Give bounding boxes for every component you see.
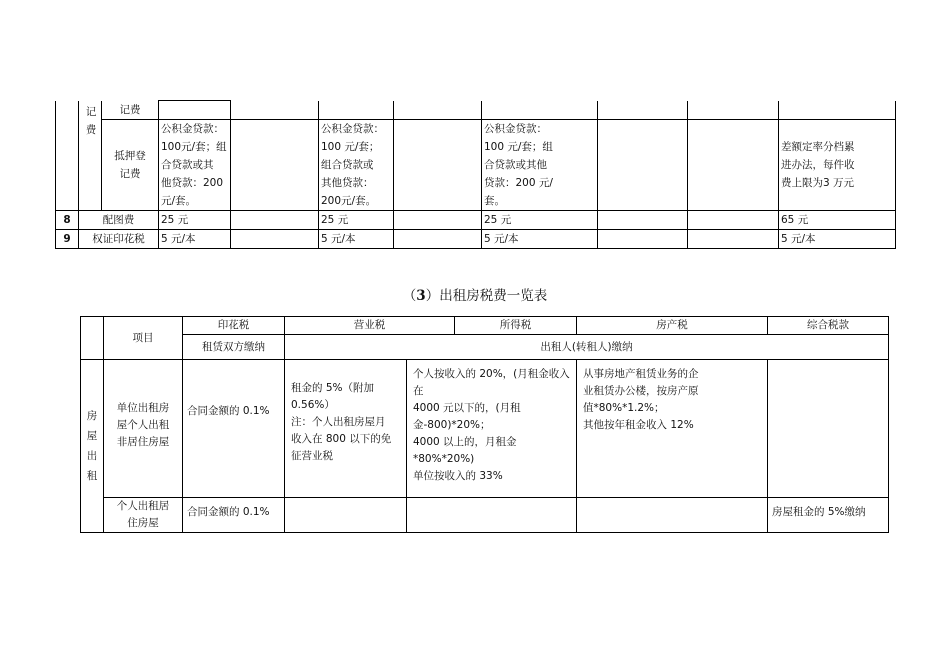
category-text: 记 费 xyxy=(85,105,97,136)
header-item: 项目 xyxy=(104,317,183,360)
mortgage-fee-cell-7 xyxy=(688,120,779,211)
row-8-cell-4 xyxy=(394,211,482,230)
category-cell xyxy=(79,101,102,211)
reg-fee-label: 记费 xyxy=(102,101,159,120)
section-number: 3 xyxy=(416,288,426,304)
mortgage-fee-cell-4 xyxy=(394,120,482,211)
row-personal-label: 个人出租居 住房屋 xyxy=(116,500,170,529)
row-unit-label: 单位出租房 屋个人出租 非居住房屋 xyxy=(116,402,170,448)
mortgage-fee-cell-3: 公积金贷款： 100 元/套； 组合贷款或 其他贷款： 200元/套。 xyxy=(319,120,394,211)
reg-fee-cell-8 xyxy=(779,101,896,120)
row-unit-comprehensive xyxy=(768,360,889,498)
section-title: （3）出租房税费一览表 xyxy=(402,288,548,304)
row-unit-stamp: 合同金额的 0.1% xyxy=(183,360,285,498)
row-8-cell-8: 65 元 xyxy=(779,211,896,230)
row-personal-label-cell xyxy=(104,498,183,533)
header-business-tax: 营业税 xyxy=(285,317,455,335)
row-label: 配图费 xyxy=(79,211,159,230)
reg-fee-cell-5 xyxy=(482,101,598,120)
header-stamp-payer: 租赁双方缴纳 xyxy=(183,335,285,360)
row-label: 权证印花税 xyxy=(79,230,159,249)
row-personal-income xyxy=(407,498,577,533)
reg-fee-cell-3 xyxy=(319,101,394,120)
row-8-cell-1: 25 元 xyxy=(159,211,231,230)
reg-fee-cell-6 xyxy=(598,101,688,120)
row-unit-property-cell xyxy=(577,360,768,498)
row-unit-label-cell xyxy=(104,360,183,498)
header-comprehensive: 综合税款 xyxy=(768,317,889,335)
row-9-cell-6 xyxy=(598,230,688,249)
mortgage-fee-cell-1: 公积金贷款： 100元/套；组 合贷款或其 他贷款：200 元/套。 xyxy=(159,120,231,211)
row-number-cell xyxy=(56,101,79,120)
row-8-cell-2 xyxy=(231,211,319,230)
row-8-cell-6 xyxy=(598,211,688,230)
mortgage-fee-cell-2 xyxy=(231,120,319,211)
reg-fee-cell-4 xyxy=(394,101,482,120)
mortgage-fee-cell-8: 差额定率分档累 进办法，每件收 费上限为3 万元 xyxy=(779,120,896,211)
row-unit-business-cell xyxy=(285,360,407,498)
row-9-cell-4 xyxy=(394,230,482,249)
row-9-cell-1: 5 元/本 xyxy=(159,230,231,249)
header-lessor-payer: 出租人(转租人)缴纳 xyxy=(285,335,889,360)
header-row xyxy=(81,317,889,335)
table-row xyxy=(56,120,896,211)
table-row xyxy=(56,230,896,249)
row-number-cell xyxy=(56,120,79,211)
row-9-cell-8: 5 元/本 xyxy=(779,230,896,249)
reg-fee-cell-2 xyxy=(231,101,319,120)
header-stamp-tax: 印花税 xyxy=(183,317,285,335)
row-9-cell-2 xyxy=(231,230,319,249)
table-row xyxy=(81,360,889,498)
table-row xyxy=(56,101,896,120)
row-9-cell-5: 5 元/本 xyxy=(482,230,598,249)
header-property-tax: 房产税 xyxy=(577,317,768,335)
row-9-cell-3: 5 元/本 xyxy=(319,230,394,249)
header-blank-cell xyxy=(81,317,104,360)
mortgage-fee-label: 抵押登 记费 xyxy=(102,120,159,211)
mortgage-fee-cell-6 xyxy=(598,120,688,211)
row-9-cell-7 xyxy=(688,230,779,249)
row-personal-comprehensive: 房屋租金的 5%缴纳 xyxy=(768,498,889,533)
row-personal-property xyxy=(577,498,768,533)
row-unit-income-cell xyxy=(407,360,577,498)
header-income-tax: 所得税 xyxy=(455,317,577,335)
row-personal-business xyxy=(285,498,407,533)
row-unit-property: 从事房地产租赁业务的企 业租赁办公楼，按房产原 值*80%*1.2%； 其他按年租金收入 12% xyxy=(583,368,699,431)
rental-tax-table xyxy=(80,316,889,533)
row-unit-income: 个人按收入的 20%，(月租金收入在 4000 元以下的，(月租金-800)*20%； 4000 以上的，月租金*80%*20%) 单位按收入的 33% xyxy=(413,368,570,482)
table-row xyxy=(81,498,889,533)
group-label: 房 屋 出 租 xyxy=(86,410,98,482)
row-number: 8 xyxy=(56,211,79,230)
mortgage-fee-cell-5: 公积金贷款： 100 元/套；组 合贷款或其他 贷款：200 元/ 套。 xyxy=(482,120,598,211)
row-8-cell-5: 25 元 xyxy=(482,211,598,230)
table-row xyxy=(56,211,896,230)
row-number: 9 xyxy=(56,230,79,249)
group-label-cell xyxy=(81,360,104,533)
header-row xyxy=(81,335,889,360)
fee-table-continuation xyxy=(55,100,896,249)
reg-fee-cell-1 xyxy=(159,101,231,120)
row-8-cell-3: 25 元 xyxy=(319,211,394,230)
row-8-cell-7 xyxy=(688,211,779,230)
row-unit-business: 租金的 5%（附加 0.56%） 注：个人出租房屋月 收入在 800 以下的免 征营业税 xyxy=(291,382,392,462)
reg-fee-cell-7 xyxy=(688,101,779,120)
row-personal-stamp: 合同金额的 0.1% xyxy=(183,498,285,533)
section-title-text: 出租房税费一览表 xyxy=(439,288,548,304)
